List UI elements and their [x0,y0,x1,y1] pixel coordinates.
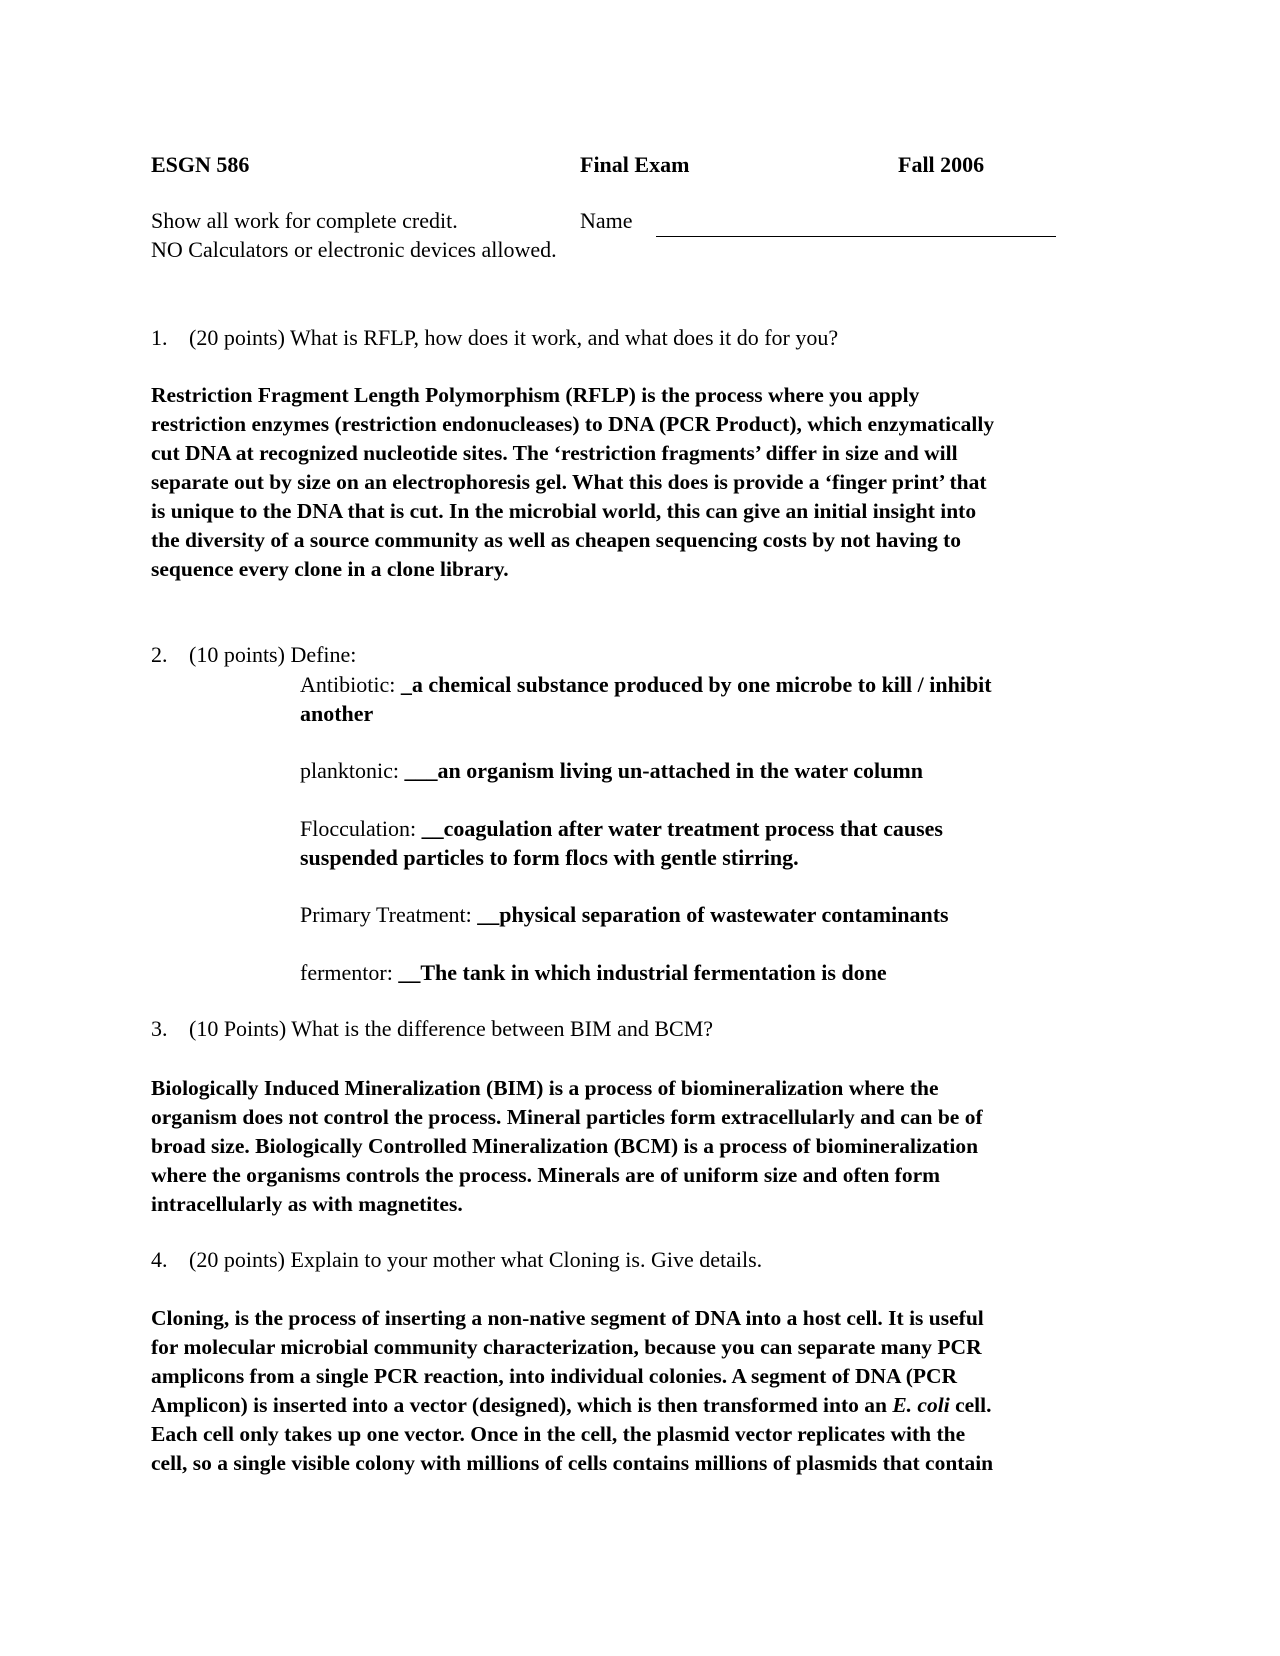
answer-line-suffix: cell. [949,1393,992,1417]
answer-line: Biologically Induced Mineralization (BIM) is a process of biomineralization where the [151,1076,939,1100]
question-prompt: (10 points) Define: [189,642,357,667]
no-calculators-instruction: NO Calculators or electronic devices allowed. [151,237,557,262]
definition-planktonic [300,756,1140,785]
question-number: 4. [151,1247,168,1272]
question-prompt: (10 Points) What is the difference between BIM and BCM? [189,1016,714,1041]
organism-name: E. coli [892,1393,950,1417]
answer-3 [151,1074,1141,1219]
answer-line: the diversity of a source community as well as cheapen sequencing costs by not having to [151,528,962,552]
question-prompt: (20 points) What is RFLP, how does it work, and what does it do for you? [189,325,839,350]
answer-line: where the organisms controls the process. Minerals are of uniform size and often form [151,1163,941,1187]
definition-answer: _a chemical substance produced by one microbe to kill / inhibit [400,672,992,697]
definition-term: planktonic: [300,758,405,783]
question-4 [151,1247,762,1273]
question-number: 3. [151,1016,168,1041]
course-code: ESGN 586 [151,152,250,177]
answer-line: Restriction Fragment Length Polymorphism (RFLP) is the process where you apply [151,383,920,407]
answer-line: cell, so a single visible colony with millions of cells contains millions of plasmids that contain [151,1451,994,1475]
definition-fermentor [300,958,1140,987]
answer-line: is unique to the DNA that is cut. In the microbial world, this can give an initial insight into [151,499,977,523]
definition-flocculation [300,814,1140,872]
answer-1 [151,381,1141,584]
question-3 [151,1016,713,1042]
definition-answer: __physical separation of wastewater contaminants [477,902,949,927]
name-blank-line[interactable] [656,236,1056,237]
exam-term: Fall 2006 [898,152,985,177]
definition-answer: __coagulation after water treatment process that causes [421,816,943,841]
answer-line: organism does not control the process. Mineral particles form extracellularly and can be of [151,1105,983,1129]
answer-line: intracellularly as with magnetites. [151,1192,463,1216]
answer-line [151,1391,1141,1420]
definition-term: Primary Treatment: [300,902,478,927]
definition-primary-treatment [300,900,1140,929]
answer-line: Cloning, is the process of inserting a non-native segment of DNA into a host cell. It is useful [151,1306,984,1330]
definition-term: Antibiotic: [300,672,401,697]
answer-4 [151,1304,1141,1478]
show-work-instruction: Show all work for complete credit. [151,208,458,233]
answer-line: separate out by size on an electrophoresis gel. What this does is provide a ‘finger print’ that [151,470,987,494]
question-2 [151,642,356,668]
answer-line: Each cell only takes up one vector. Once in the cell, the plasmid vector replicates with the [151,1422,966,1446]
question-1 [151,325,838,351]
definition-antibiotic [300,670,1140,728]
definition-answer: suspended particles to form flocs with gentle stirring. [300,845,799,870]
answer-line: restriction enzymes (restriction endonucleases) to DNA (PCR Product), which enzymatically [151,412,995,436]
answer-line: sequence every clone in a clone library. [151,557,509,581]
definition-term: Flocculation: [300,816,422,841]
name-label: Name [580,208,633,233]
definition-answer: __The tank in which industrial fermentation is done [398,960,887,985]
question-prompt: (20 points) Explain to your mother what Cloning is. Give details. [189,1247,763,1272]
definition-answer: ___an organism living un-attached in the water column [404,758,923,783]
answer-line: broad size. Biologically Controlled Mineralization (BCM) is a process of biomineralization [151,1134,979,1158]
answer-line: amplicons from a single PCR reaction, into individual colonies. A segment of DNA (PCR [151,1364,958,1388]
question-number: 1. [151,325,168,350]
exam-title: Final Exam [580,152,690,177]
question-number: 2. [151,642,168,667]
answer-line-text: Amplicon) is inserted into a vector (designed), which is then transformed into an [151,1393,893,1417]
answer-line: for molecular microbial community characterization, because you can separate many PCR [151,1335,982,1359]
answer-line: cut DNA at recognized nucleotide sites. The ‘restriction fragments’ differ in size and will [151,441,958,465]
definition-term: fermentor: [300,960,399,985]
definition-answer: another [300,701,374,726]
